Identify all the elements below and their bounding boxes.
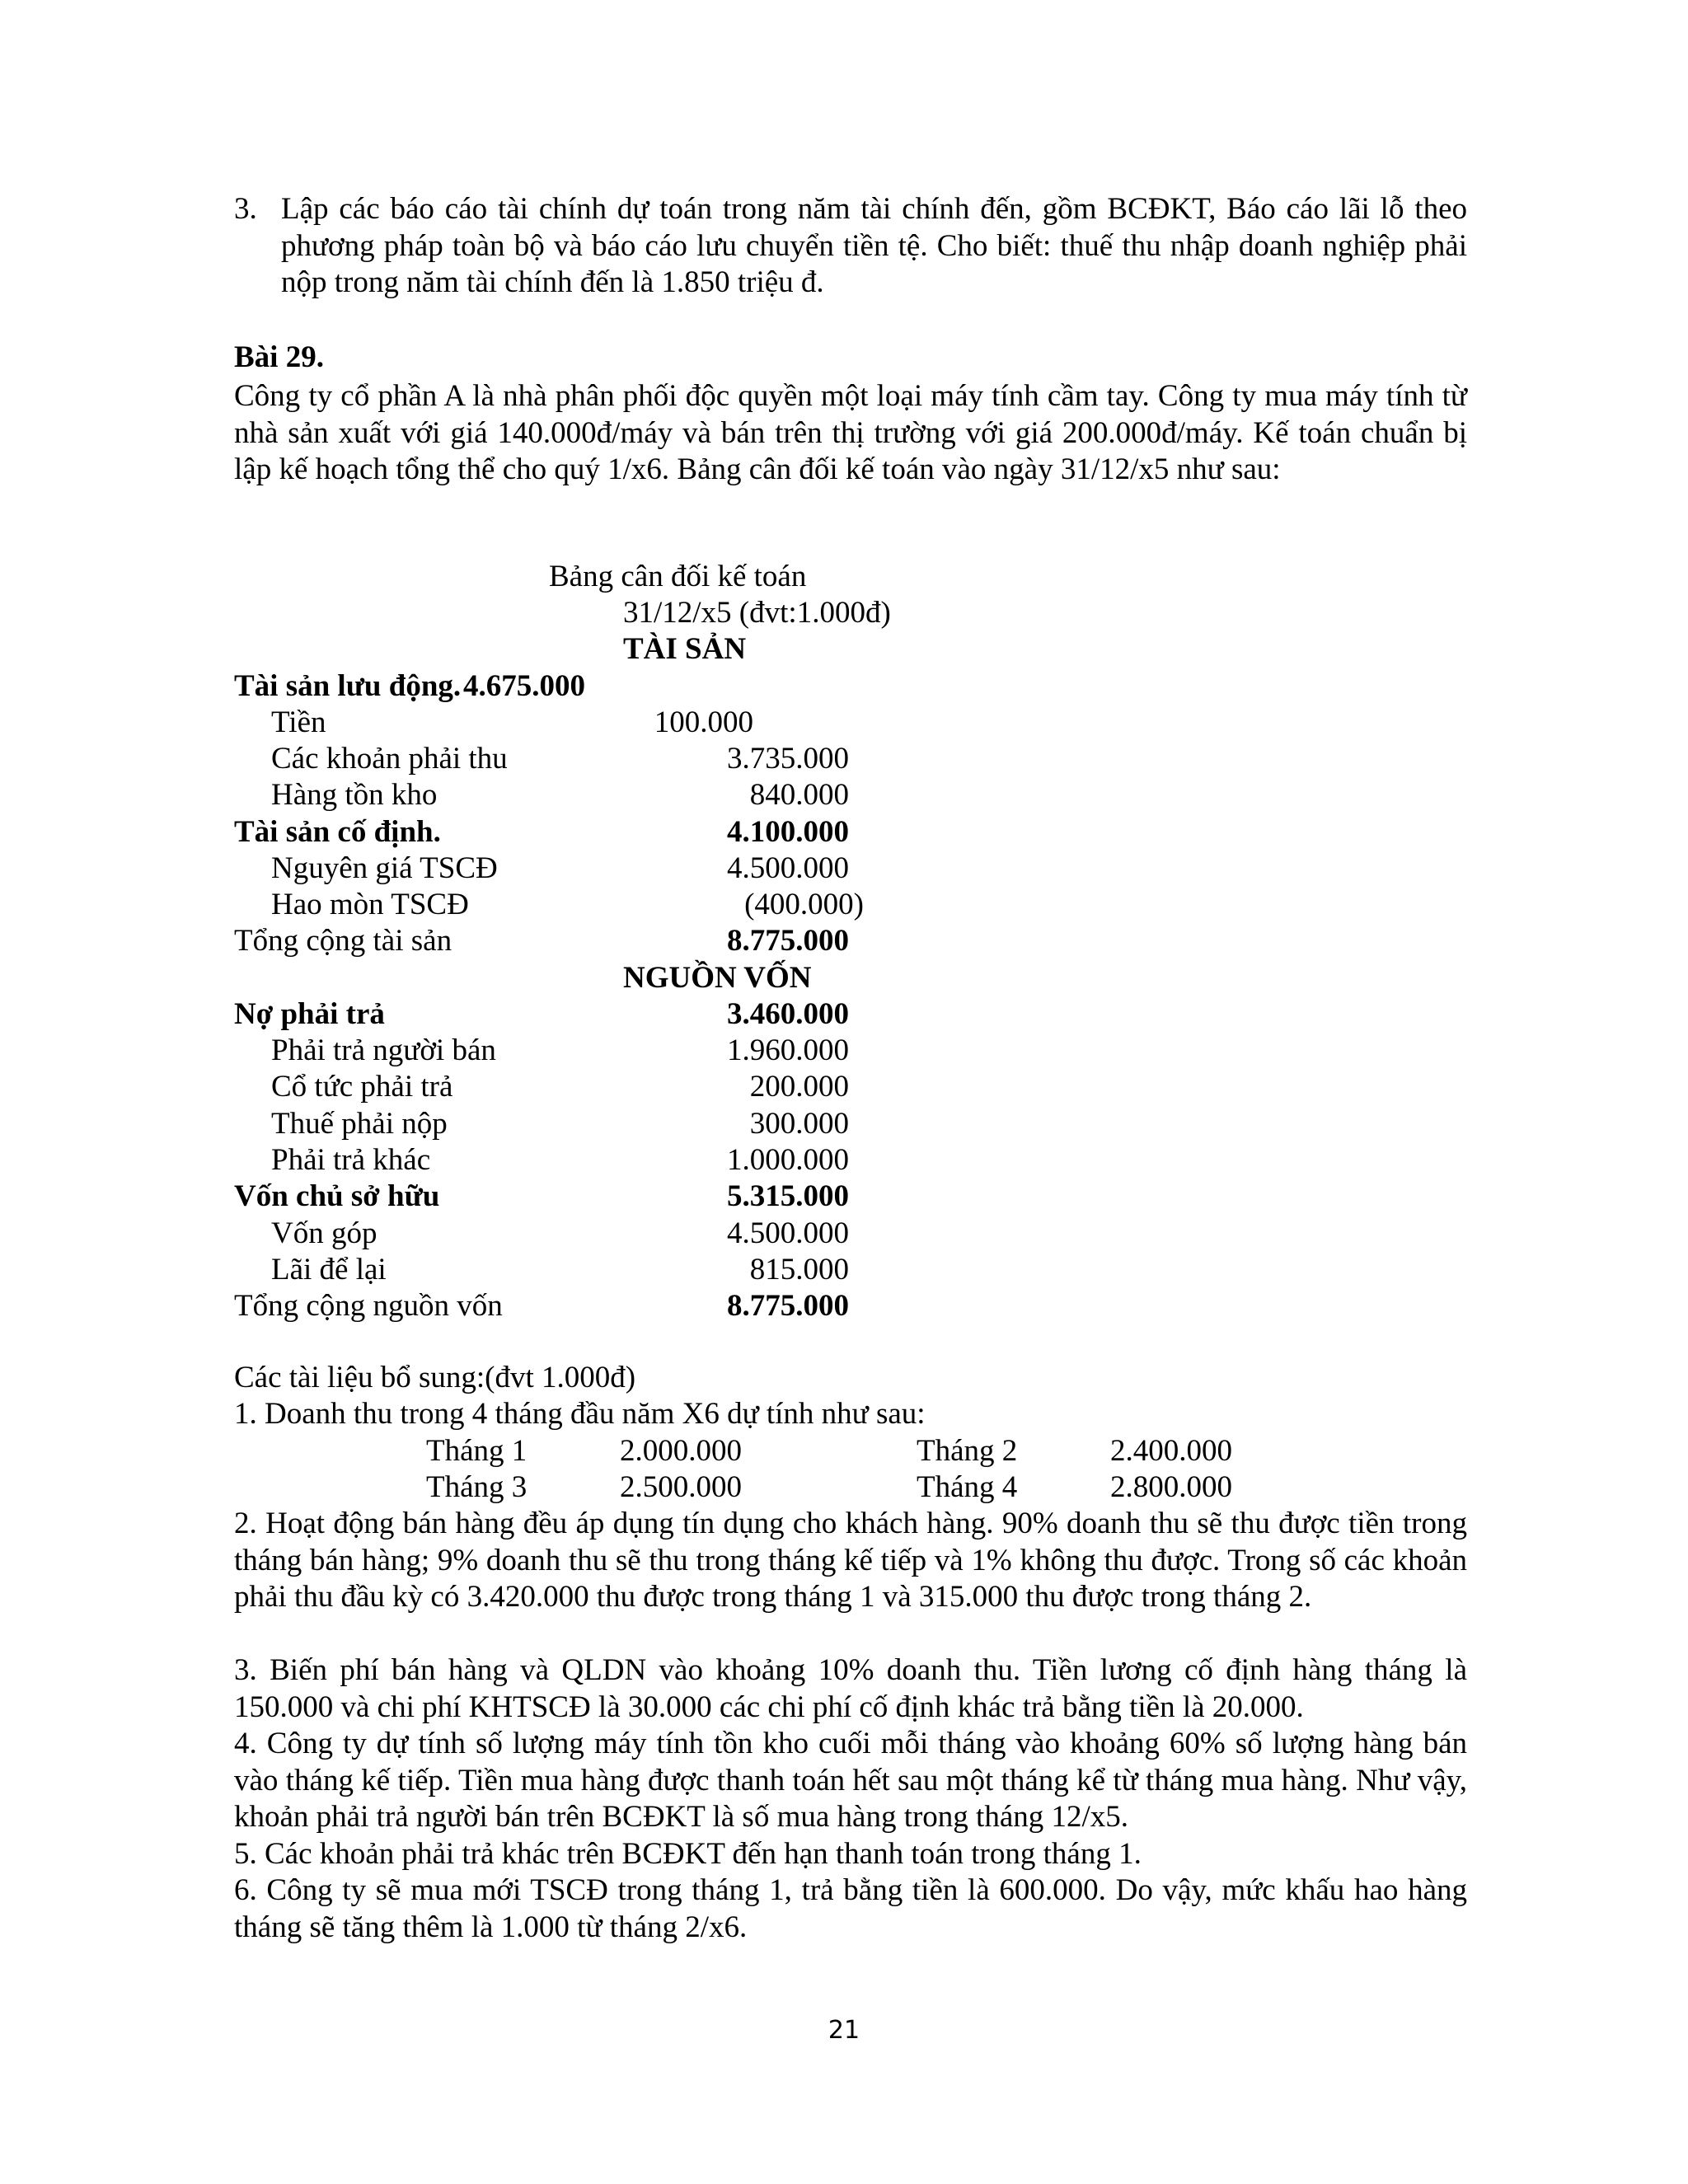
fixed-cost-value: 4.500.000 — [727, 851, 849, 885]
dividends-payable-value: 200.000 — [749, 1070, 849, 1104]
fixed-cost-label: Nguyên giá TSCĐ — [271, 851, 498, 885]
month-4-value: 2.800.000 — [1110, 1470, 1232, 1504]
contributed-capital-value: 4.500.000 — [727, 1216, 849, 1250]
total-assets-label: Tổng cộng tài sản — [234, 924, 452, 958]
depreciation-label: Hao mòn TSCĐ — [271, 888, 469, 921]
liabilities-label: Nợ phải trả — [234, 997, 385, 1031]
cash-value: 100.000 — [654, 705, 753, 739]
month-3-label: Tháng 3 — [426, 1470, 528, 1504]
depreciation-value: (400.000) — [744, 888, 864, 921]
dividends-payable-label: Cổ tức phải trả — [271, 1070, 453, 1104]
supplementary-heading: Các tài liệu bổ sung:(đvt 1.000đ) — [234, 1361, 636, 1394]
payables-suppliers-label: Phải trả người bán — [271, 1033, 496, 1067]
balance-sheet-title: Bảng cân đối kế toán — [549, 560, 807, 593]
month-3-value: 2.500.000 — [620, 1470, 742, 1504]
exercise-title: Bài 29. — [234, 340, 324, 374]
supplementary-item-5: 5. Các khoản phải trả khác trên BCĐKT đến hạn thanh toán trong tháng 1. — [234, 1837, 1142, 1871]
page-number: 21 — [828, 2016, 860, 2045]
total-assets-value: 8.775.000 — [727, 924, 849, 958]
supplementary-item-2: 2. Hoạt động bán hàng đều áp dụng tín dụng cho khách hàng. 90% doanh thu sẽ thu được tiền trong tháng bán hàng; 9% doanh thu sẽ thu trong tháng kế tiếp và 1% không thu được. Trong số các khoản phải thu đầu kỳ có 3.420.000 thu được trong tháng 1 và 315.000 thu được trong tháng 2. — [234, 1507, 1467, 1614]
fixed-assets-label: Tài sản cố định. — [234, 815, 441, 849]
supplementary-item-1: 1. Doanh thu trong 4 tháng đầu năm X6 dự tính như sau: — [234, 1397, 926, 1431]
cash-label: Tiền — [271, 705, 326, 739]
balance-sheet-subtitle: 31/12/x5 (đvt:1.000đ) — [623, 596, 891, 630]
supplementary-item-4: 4. Công ty dự tính số lượng máy tính tồn kho cuối mỗi tháng vào khoảng 60% số lượng hàng bán vào tháng kế tiếp. Tiền mua hàng được thanh toán hết sau một tháng kể từ tháng mua hàng. Như vậy, khoản phải trả người bán trên BCĐKT là số mua hàng trong tháng 12/x5. — [234, 1727, 1467, 1834]
inventory-value: 840.000 — [749, 778, 849, 812]
item-number: 3. — [234, 192, 257, 226]
item-text: Lập các báo cáo tài chính dự toán trong năm tài chính đến, gồm BCĐKT, Báo cáo lãi lỗ theo phương pháp toàn bộ và báo cáo lưu chuyển tiền tệ. Cho biết: thuế thu nhập doanh nghiệp phải nộp trong năm tài chính đến là 1.850 triệu đ. — [281, 192, 1467, 299]
receivables-value: 3.735.000 — [727, 742, 849, 776]
assets-heading: TÀI SẢN — [623, 632, 747, 666]
other-payables-label: Phải trả khác — [271, 1143, 431, 1177]
retained-earnings-value: 815.000 — [749, 1253, 849, 1286]
month-4-label: Tháng 4 — [917, 1470, 1018, 1504]
tax-payable-label: Thuế phải nộp — [271, 1107, 448, 1141]
supplementary-item-6: 6. Công ty sẽ mua mới TSCĐ trong tháng 1, trả bằng tiền là 600.000. Do vậy, mức khấu hao hàng tháng sẽ tăng thêm là 1.000 từ tháng 2/x6. — [234, 1873, 1467, 1944]
total-sources-label: Tổng cộng nguồn vốn — [234, 1289, 503, 1323]
payables-suppliers-value: 1.960.000 — [727, 1033, 849, 1067]
current-assets-value: 4.675.000 — [463, 669, 585, 703]
month-2-value: 2.400.000 — [1110, 1434, 1232, 1468]
equity-label: Vốn chủ sở hữu — [234, 1179, 440, 1213]
liabilities-value: 3.460.000 — [727, 997, 849, 1031]
month-1-value: 2.000.000 — [620, 1434, 742, 1468]
tax-payable-value: 300.000 — [749, 1107, 849, 1141]
total-sources-value: 8.775.000 — [727, 1289, 849, 1323]
supplementary-item-3: 3. Biến phí bán hàng và QLDN vào khoảng 10% doanh thu. Tiền lương cố định hàng tháng là 150.000 và chi phí KHTSCĐ là 30.000 các chi phí cố định khác trả bằng tiền là 20.000. — [234, 1653, 1467, 1724]
inventory-label: Hàng tồn kho — [271, 778, 438, 812]
month-1-label: Tháng 1 — [426, 1434, 528, 1468]
receivables-label: Các khoản phải thu — [271, 742, 508, 776]
retained-earnings-label: Lãi để lại — [271, 1253, 387, 1286]
fixed-assets-value: 4.100.000 — [727, 815, 849, 849]
equity-value: 5.315.000 — [727, 1179, 849, 1213]
contributed-capital-label: Vốn góp — [271, 1216, 377, 1250]
month-2-label: Tháng 2 — [917, 1434, 1018, 1468]
sources-heading: NGUỒN VỐN — [623, 961, 812, 995]
current-assets-label: Tài sản lưu động. — [234, 669, 462, 703]
other-payables-value: 1.000.000 — [727, 1143, 849, 1177]
exercise-intro: Công ty cổ phần A là nhà phân phối độc quyền một loại máy tính cầm tay. Công ty mua máy tính từ nhà sản xuất với giá 140.000đ/máy và bán trên thị trường với giá 200.000đ/máy. Kế toán chuẩn bị lập kế hoạch tổng thể cho quý 1/x6. Bảng cân đối kế toán vào ngày 31/12/x5 như sau: — [234, 379, 1467, 486]
